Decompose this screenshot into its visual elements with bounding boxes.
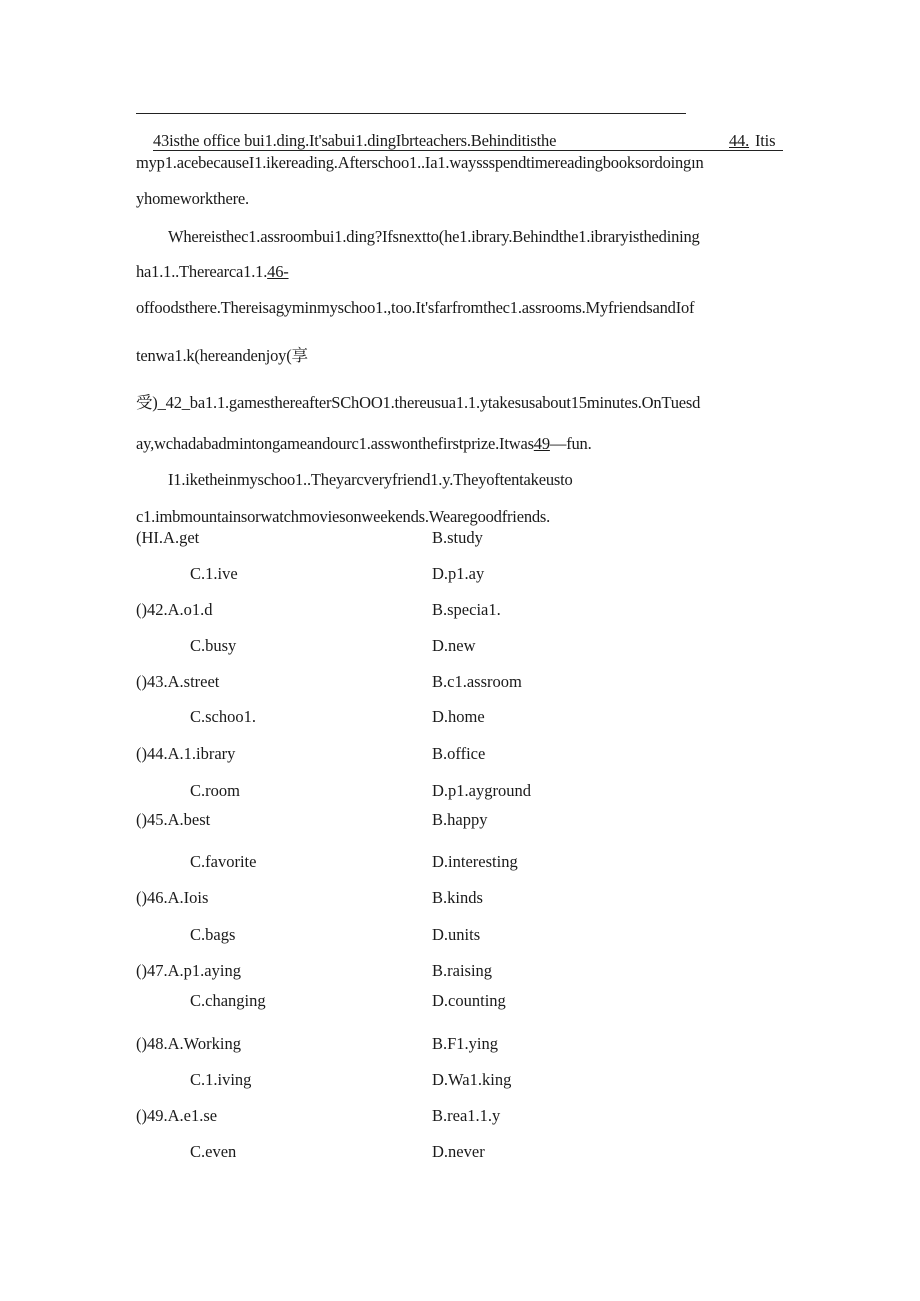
q47-option-b[interactable]: B.raising (432, 961, 493, 980)
q41-option-c[interactable]: C.1.ive (190, 564, 238, 583)
passage-line-9: ay,wchadabadmintongameandourc1.asswonthefirstprize.Itwas49—fun. (136, 434, 592, 453)
q48-option-c[interactable]: C.1.iving (190, 1070, 252, 1089)
q45-option-a[interactable]: ()45.A.best (136, 810, 211, 829)
q45-option-d[interactable]: D.interesting (432, 852, 518, 871)
q47-option-d[interactable]: D.counting (432, 991, 506, 1010)
q44-option-a[interactable]: ()44.A.1.ibrary (136, 744, 236, 763)
blank-44: 44. (729, 131, 750, 150)
q46-option-d[interactable]: D.units (432, 925, 481, 944)
top-rule (136, 113, 686, 114)
q41-option-b[interactable]: B.study (432, 528, 483, 547)
q42-option-c[interactable]: C.busy (190, 636, 237, 655)
q43-option-d[interactable]: D.home (432, 707, 485, 726)
passage-line-1-text: 43isthe office bui1.ding.It'sabui1.dingIbrteachers.Behinditisthe (153, 131, 557, 150)
q45-option-b[interactable]: B.happy (432, 810, 488, 829)
q43-option-a[interactable]: ()43.A.street (136, 672, 220, 691)
passage-line-3: yhomeworkthere. (136, 189, 249, 208)
q43-option-b[interactable]: B.c1.assroom (432, 672, 522, 691)
blank-46: 46- (267, 262, 289, 281)
q42-option-d[interactable]: D.new (432, 636, 476, 655)
q48-option-b[interactable]: B.F1.ying (432, 1034, 499, 1053)
passage-line-7: tenwa1.k(hereandenjoy(享 (136, 346, 308, 365)
q49-option-b[interactable]: B.rea1.1.y (432, 1106, 501, 1125)
blank-49: 49 (533, 434, 550, 453)
q49-option-d[interactable]: D.never (432, 1142, 485, 1161)
passage-line-2: myp1.acebecauseI1.ikereading.Afterschoo1..Ia1.wayssspendtimereadingbooksordoingın (136, 153, 704, 172)
q47-option-a[interactable]: ()47.A.p1.aying (136, 961, 241, 980)
q45-option-c[interactable]: C.favorite (190, 852, 257, 871)
q47-option-c[interactable]: C.changing (190, 991, 266, 1010)
q48-option-a[interactable]: ()48.A.Working (136, 1034, 241, 1053)
q42-option-a[interactable]: ()42.A.o1.d (136, 600, 213, 619)
q48-option-d[interactable]: D.Wa1.king (432, 1070, 512, 1089)
q44-option-d[interactable]: D.p1.ayground (432, 781, 531, 800)
q42-option-b[interactable]: B.specia1. (432, 600, 501, 619)
q46-option-a[interactable]: ()46.A.Iois (136, 888, 209, 907)
q41-option-d[interactable]: D.p1.ay (432, 564, 485, 583)
passage-line-8: 受)_42_ba1.1.gamesthereafterSChOO1.thereusua1.1.ytakesusabout15minutes.OnTuesd (136, 393, 701, 412)
q43-option-c[interactable]: C.schoo1. (190, 707, 256, 726)
passage-line-10: I1.iketheinmyschoo1..Theyarcveryfriend1.y.Theyoftentakeusto (168, 470, 573, 489)
passage-line-6: offoodsthere.Thereisagyminmyschoo1.,too.It'sfarfromthec1.assrooms.MyfriendsandIof (136, 298, 695, 317)
passage-line-1 (153, 131, 556, 151)
passage-line-11: c1.imbmountainsorwatchmoviesonweekends.Wearegoodfriends. (136, 507, 551, 526)
q49-option-c[interactable]: C.even (190, 1142, 237, 1161)
q41-option-a[interactable]: (HI.A.get (136, 528, 200, 547)
q46-option-b[interactable]: B.kinds (432, 888, 483, 907)
passage-line-5: ha1.1..Therearca1.1.46- (136, 262, 289, 281)
passage-line-1-end: Itis (755, 131, 776, 150)
q49-option-a[interactable]: ()49.A.e1.se (136, 1106, 218, 1125)
passage-line-4: Whereisthec1.assroombui1.ding?Ifsnextto(he1.ibrary.Behindthe1.ibraryisthedining (168, 227, 700, 246)
q44-option-b[interactable]: B.office (432, 744, 486, 763)
q44-option-c[interactable]: C.room (190, 781, 240, 800)
q46-option-c[interactable]: C.bags (190, 925, 236, 944)
